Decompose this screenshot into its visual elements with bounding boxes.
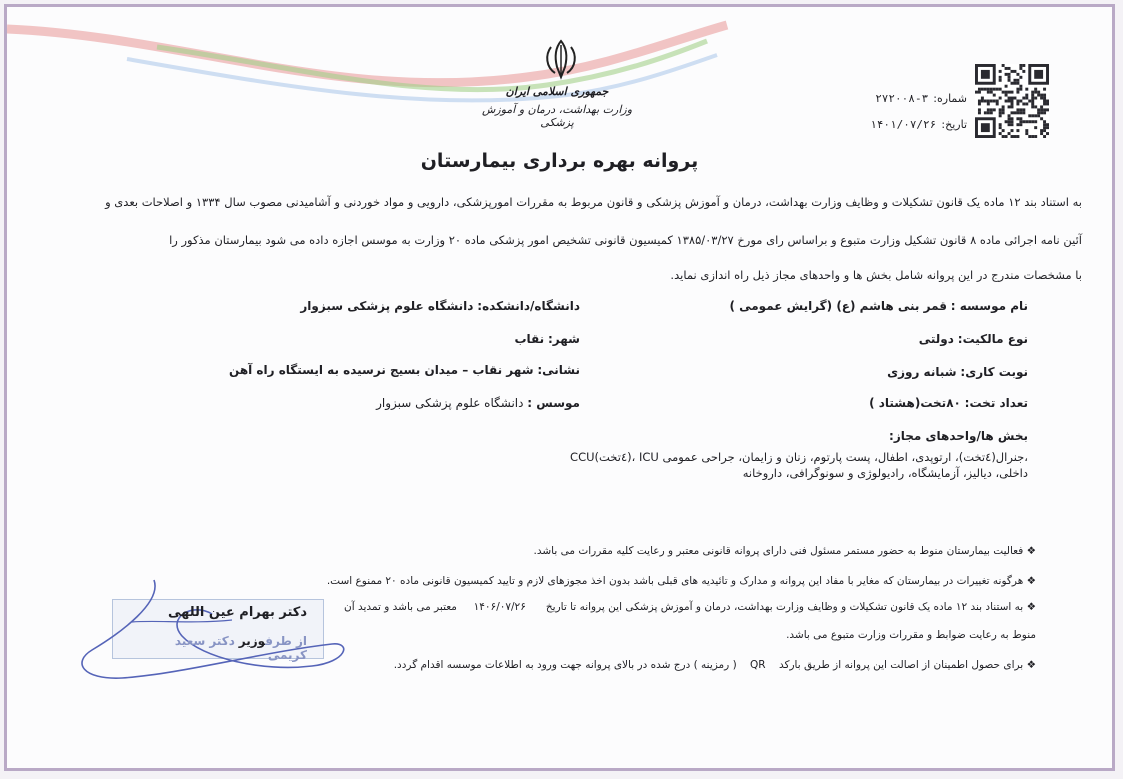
founder-label: موسس :	[527, 396, 580, 410]
university-label: دانشگاه/دانشکده:	[477, 299, 580, 313]
shift-value: شبانه روزی	[887, 365, 957, 379]
government-name: جمهوری اسلامی ایران	[505, 85, 609, 98]
founder-field	[376, 396, 580, 410]
note-3-text-b: معتبر می باشد و تمدید آن	[343, 601, 457, 613]
shift-label: نوبت کاری:	[960, 365, 1028, 379]
qr-code-icon[interactable]	[975, 64, 1049, 138]
bullet-icon: ❖	[1026, 545, 1036, 557]
role: وزیر	[238, 634, 266, 648]
address-field	[229, 363, 580, 377]
note-2-text: هرگونه تغییرات در بیمارستان که مغایر با مفاد این پروانه و مدارک و تائیدیه های قبلی باشد بدون اخذ مجوزهای لازم و تایید کمیسیون قانونی ماده ۲۰ ممنوع است.	[326, 575, 1024, 587]
note-3-text-a: به استناد بند ۱۲ ماده یک قانون تشکیلات و وظایف وزارت بهداشت، درمان و آموزش پزشکی این پروانه تا تاریخ	[545, 601, 1024, 613]
date-label: تاریخ:	[941, 118, 967, 131]
intro-line-3: با مشخصات مندرج در این پروانه شامل بخش ها و واحدهای مجاز ذیل راه اندازی نماید.	[670, 268, 1082, 282]
role-prefix: از طرف	[265, 634, 307, 648]
intro-line-1: به استناد بند ۱۲ ماده یک قانون تشکیلات و وظایف وزارت بهداشت، درمان و آموزش پزشکی و قانون مربوط به مقررات امورپزشکی، دارویی و مواد خوردنی و آشامیدنی مصوب سال ۱۳۳۴ و اصلاحات بعدی و	[105, 195, 1082, 209]
note-4-text-b: ( رمزینه ) درج شده در بالای پروانه جهت ورود به اطلاعات موسسه اقدام گردد.	[393, 659, 737, 671]
iran-emblem-icon	[539, 37, 583, 81]
letter-number	[867, 87, 967, 106]
ministry-name: وزارت بهداشت، درمان و آموزش پزشکی	[481, 103, 633, 129]
city-label: شهر:	[548, 332, 580, 346]
handwritten-signature-icon	[62, 562, 362, 702]
ownership-label: نوع مالکیت:	[957, 332, 1028, 346]
note-1	[534, 545, 1037, 557]
header-swoosh-decoration	[7, 7, 767, 117]
beds-field	[869, 396, 1028, 410]
letter-date	[857, 113, 967, 132]
wards-line-2: داخلی، دیالیز، آزمایشگاه، رادیولوژی و سونوگرافی، داروخانه	[742, 466, 1028, 480]
institution-value: قمر بنی هاشم (ع) (گرایش عمومی )	[729, 299, 947, 313]
university-value: دانشگاه علوم پزشکی سبزوار	[300, 299, 474, 313]
note-3	[344, 601, 1036, 613]
note-4-qr: QR	[750, 659, 766, 671]
bullet-icon: ❖	[1026, 575, 1036, 587]
wards-line-1: CCU(٤تخت)، ICU جنرال(٤تخت)، ارتوپدی، اطفال، پست پارتوم، زنان و زایمان، جراحی عمومی،	[570, 450, 1028, 464]
proxy-name: دکتر سعید کریمی	[174, 634, 307, 662]
note-3-continued: منوط به رعایت ضوابط و مقررات وزارت متبوع می باشد.	[786, 629, 1036, 641]
institution-field	[729, 299, 1028, 313]
signatory-name: دکتر بهرام عین اللهی	[167, 605, 307, 620]
note-4-text-a: برای حصول اطمینان از اصالت این پروانه از طریق بارکد	[778, 659, 1024, 671]
intro-line-2: آئین نامه اجرائی ماده ۸ قانون تشکیل وزارت متبوع و براساس رای مورخ ۱۳۸۵/۰۳/۲۷ کمیسیون قانونی تشخیص امور پزشکی ماده ۲۰ وزارت به موسس اجازه داده می شود بیمارستان مذکور را	[169, 233, 1082, 247]
number-value: ۳-۲۷۲۰۰۸	[875, 92, 929, 105]
address-label: نشانی:	[537, 363, 580, 377]
university-field	[300, 299, 580, 313]
wards-label: بخش ها/واحدهای مجاز:	[889, 429, 1028, 443]
note-2	[327, 575, 1036, 587]
beds-value: ۸۰تخت(هشتاد )	[869, 396, 961, 410]
note-4	[394, 659, 1036, 671]
city-value: نقاب	[514, 332, 545, 346]
ownership-field	[919, 332, 1028, 346]
beds-label: تعداد تخت:	[964, 396, 1028, 410]
certificate-frame	[4, 4, 1115, 771]
number-label: شماره:	[933, 92, 967, 105]
date-value: ۱۴۰۱/۰۷/۲۶	[870, 118, 937, 131]
founder-value: دانشگاه علوم پزشکی سبزوار	[376, 396, 524, 410]
bullet-icon: ❖	[1026, 601, 1036, 613]
institution-label: نام موسسه :	[950, 299, 1028, 313]
shift-field	[887, 365, 1028, 379]
bullet-icon: ❖	[1026, 659, 1036, 671]
signatory-role	[137, 634, 307, 662]
note-3-date: ۱۴۰۶/۰۷/۲۶	[473, 601, 526, 613]
city-field	[514, 332, 580, 346]
page-title: پروانه بهره برداری بیمارستان	[420, 150, 699, 172]
note-1-text: فعالیت بیمارستان منوط به حضور مستمر مسئول فنی دارای پروانه قانونی معتبر و رعایت کلیه مقررات می باشد.	[533, 545, 1024, 557]
address-value: شهر نقاب – میدان بسیج نرسیده به ایستگاه راه آهن	[229, 363, 534, 377]
ownership-value: دولتی	[918, 332, 954, 346]
